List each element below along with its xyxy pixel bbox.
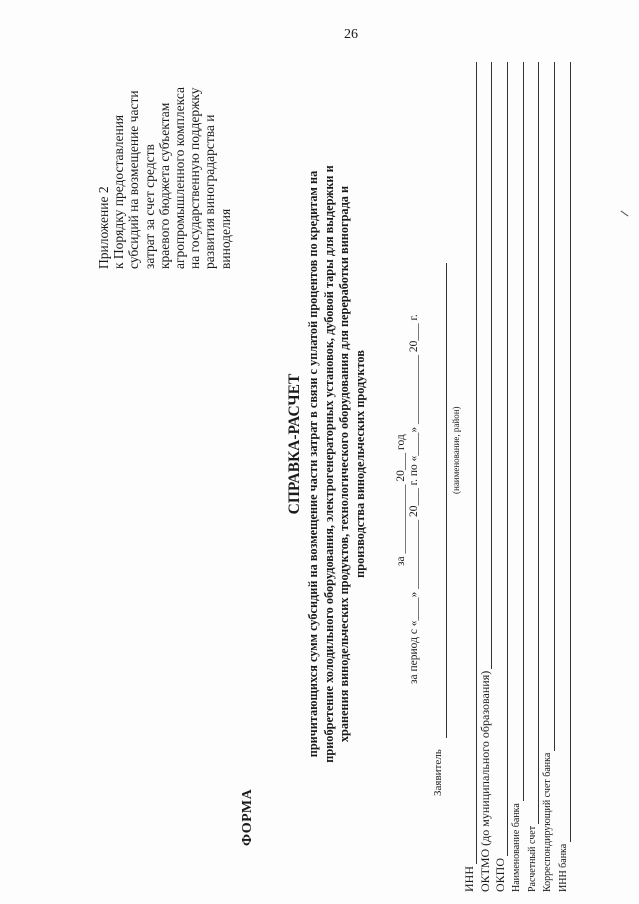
applicant-sublabel: (наименование, район)	[451, 406, 461, 494]
fill-line	[538, 62, 539, 892]
requisite-label: ИНН банка	[558, 843, 570, 892]
appendix-line: на государственную поддержку	[187, 87, 203, 269]
appendix-line: Приложение 2	[96, 186, 111, 269]
page-number: 26	[344, 27, 358, 42]
requisite-row-oktmo[interactable]	[478, 62, 494, 892]
applicant-field[interactable]	[446, 263, 447, 738]
requisite-label: ОКПО	[493, 857, 508, 892]
requisite-row-okpo[interactable]	[493, 62, 509, 892]
fill-line	[476, 62, 477, 892]
appendix-line: агропромышленного комплекса	[172, 87, 188, 269]
fill-line	[507, 62, 508, 892]
appendix-line: виноделия	[217, 208, 233, 269]
appendix-line: затрат за счет средств	[141, 144, 157, 269]
requisites-block	[462, 62, 572, 892]
requisite-label: Расчетный счет	[526, 825, 538, 892]
appendix-line: субсидий на возмещение части	[126, 90, 142, 269]
requisite-label: Наименование банка	[511, 803, 523, 892]
description-line: причитающихся сумм субсидий на возмещение части затрат в связи с уплатой процентов по кредитам на	[306, 170, 320, 758]
appendix-block	[96, 9, 233, 269]
appendix-line: краевого бюджета субъектам	[156, 102, 172, 269]
description-line: хранения винодельческих продуктов, технологического оборудования для переработки винограда и	[337, 185, 352, 743]
appendix-line: к Порядку предоставления	[111, 114, 127, 269]
requisite-row-bank-name[interactable]	[509, 62, 525, 892]
form-label: ФОРМА	[240, 788, 255, 846]
fill-line	[570, 62, 571, 892]
requisite-row-account[interactable]	[525, 62, 541, 892]
document-title: СПРАВКА-РАСЧЕТ	[286, 373, 303, 515]
applicant-label: Заявитель	[432, 749, 444, 796]
period-year-line: за ____________ 20___ год	[395, 434, 407, 566]
requisite-row-inn[interactable]	[462, 62, 478, 892]
requisite-label: Корреспондирующий счет банка	[542, 752, 554, 892]
appendix-line: развития виноградарства и	[202, 114, 218, 269]
requisite-label: ОКТМО (до муниципального образования)	[477, 670, 492, 892]
fill-line	[523, 62, 524, 892]
description-line: приобретение холодильного оборудования, электрогенераторных установок, дубовой тары для выдержки и	[321, 165, 336, 763]
document-description	[306, 64, 368, 864]
requisite-row-corr-account[interactable]	[540, 62, 556, 892]
description-line: производства винодельческих продуктов	[352, 350, 367, 578]
requisite-row-bank-inn[interactable]	[556, 62, 572, 892]
requisite-label: ИНН	[462, 866, 476, 892]
period-range-line: за период с «____» ____________ 20___ г. по «____» ____________ 20___ г.	[408, 314, 420, 684]
